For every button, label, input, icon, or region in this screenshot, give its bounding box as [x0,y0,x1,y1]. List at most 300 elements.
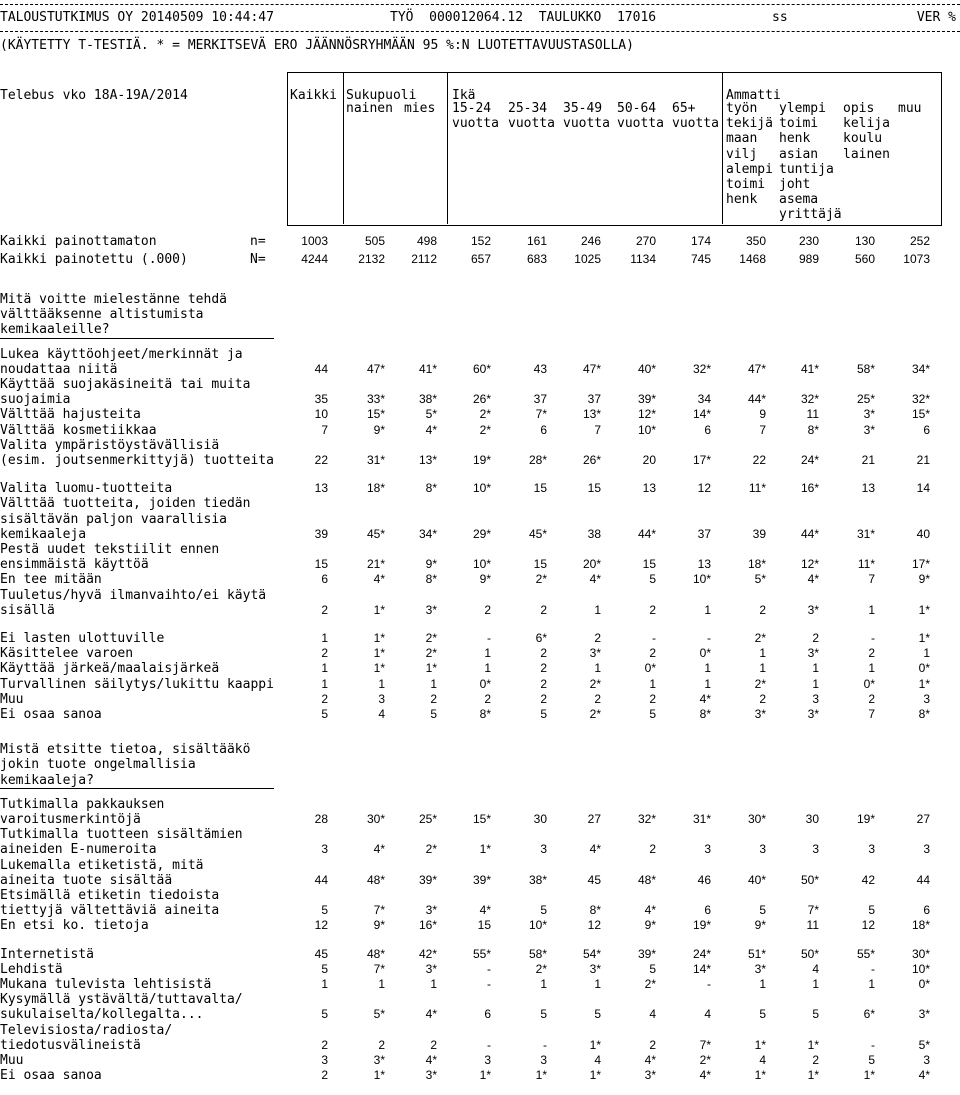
table-cell: 13 [697,557,711,572]
table-cell: 25* [856,392,875,407]
column-header-line: kelija [843,116,890,132]
table-cell: 2* [479,422,491,437]
table-cell: 4 [378,707,385,721]
row-label: Kysymällä ystävältä/tuttavalta/ [0,992,243,1008]
table-cell: 18* [366,481,385,496]
table-cell: 1 [321,977,328,991]
column-header-line: nainen [346,101,393,116]
table-cell: 2* [425,646,437,661]
table-cell: 1 [540,977,547,991]
table-cell: 3 [321,842,328,857]
table-cell: 27 [916,812,930,826]
table-cell: 24* [800,453,819,467]
table-cell: 48* [637,872,656,887]
table-cell: 39* [637,946,656,961]
table-cell: 2 [594,631,601,645]
row-label: Välttää tuotteita, joiden tiedän [0,496,251,512]
table-cell: 41* [418,361,437,376]
table-cell: 1 [868,977,875,991]
table-cell: 1* [754,1037,766,1052]
base-cell: 152 [470,234,491,248]
table-cell: 18* [747,557,766,572]
table-cell: 7* [535,407,547,422]
table-cell: 6 [484,1007,491,1022]
table-cell: 8* [918,707,930,721]
column-header-line: vuotta [672,116,719,132]
report-version: VER % [916,10,956,25]
column-header-line: vuotta [508,116,555,132]
table-cell: 1 [594,602,601,617]
table-cell: 2 [649,691,656,706]
row-label: suojaimia [0,392,71,408]
column-header-line: maan [726,131,758,147]
column-header-line: vilj [726,146,758,162]
table-cell: 4* [373,572,385,587]
table-cell: 2 [321,691,328,706]
table-cell: 51* [747,946,766,961]
table-cell: 3* [863,422,875,437]
table-cell: 5* [373,1007,385,1022]
question-text: Mitä voitte mielestänne tehdä [0,292,227,307]
base-cell: 498 [416,234,437,248]
table-cell: 32* [800,392,819,407]
table-cell: - [487,961,491,976]
table-cell: 14* [692,961,711,976]
table-cell: 4* [699,691,711,706]
table-cell: 47* [582,361,601,376]
table-cell: 3* [754,961,766,976]
table-cell: 2 [868,691,875,706]
row-label: Käyttää suojakäsineitä tai muita [0,377,251,392]
table-cell: 0* [479,676,491,691]
table-cell: 28 [314,812,328,826]
top-rule [0,4,960,5]
table-cell: 4* [425,1007,437,1022]
table-cell: 25* [418,812,437,826]
table-cell: 45 [314,946,328,961]
table-cell: 39* [637,392,656,407]
table-cell: 7* [807,903,819,918]
table-cell: 1* [918,676,930,691]
table-cell: 21* [366,557,385,572]
table-cell: 2* [699,1053,711,1067]
question-text: jokin tuote ongelmallisia [0,757,196,773]
table-cell: 21 [916,453,930,467]
table-cell: 18* [911,918,930,933]
table-cell: 4* [589,842,601,857]
base-cell: 246 [580,234,601,248]
table-cell: 27 [587,812,601,826]
table-cell: 3 [868,842,875,857]
table-cell: 2 [540,661,547,676]
table-cell: 4* [589,572,601,587]
table-cell: 3* [807,707,819,721]
table-cell: 17* [692,453,711,467]
row-label: tiedotusvälineistä [0,1037,141,1053]
table-cell: 47* [366,361,385,376]
table-cell: 4 [649,1007,656,1022]
base-cell: 1003 [301,234,328,248]
base-cell: 350 [745,234,766,248]
table-cell: 9* [754,918,766,933]
table-cell: 15 [642,557,656,572]
table-cell: 1 [594,977,601,991]
column-header-line: mies [404,101,436,116]
table-cell: 19* [856,812,875,826]
table-cell: 28* [528,453,547,467]
table-cell: 39* [418,872,437,887]
column-header-line: toimi [726,177,766,192]
question-text: välttääksenne altistumista [0,307,204,323]
table-cell: 2 [484,602,491,617]
table-cell: - [487,1037,491,1052]
table-cell: 4 [759,1053,766,1067]
table-cell: 55* [472,946,491,961]
column-header-line: vuotta [617,116,664,132]
row-label: Välttää kosmetiikkaa [0,422,157,438]
table-cell: 2* [425,631,437,645]
table-cell: 9* [644,918,656,933]
table-cell: 6 [704,422,711,437]
table-cell: 9* [373,918,385,933]
row-label: Tutkimalla pakkauksen [0,796,165,812]
table-title: Telebus vko 18A-19A/2014 [0,88,188,103]
table-cell: 32* [637,812,656,826]
table-cell: 3 [540,1053,547,1067]
column-header-line: 65+ [672,101,696,116]
table-cell: 3 [378,691,385,706]
table-cell: 48* [366,872,385,887]
base-cell: 1468 [739,252,766,266]
table-cell: 2 [649,1037,656,1052]
table-cell: 5 [759,1007,766,1022]
table-cell: 7* [699,1037,711,1052]
row-label: Pestä uudet tekstiilit ennen [0,542,220,557]
table-cell: 10* [528,918,547,933]
table-cell: 44 [314,361,328,376]
table-cell: 7 [868,707,875,721]
table-cell: 11 [806,918,819,933]
table-cell: 37 [697,526,711,541]
table-cell: 15 [477,918,491,933]
table-cell: 2 [649,602,656,617]
table-cell: 3* [807,646,819,661]
table-cell: 5 [540,903,547,918]
table-cell: 7 [594,422,601,437]
column-header-line: 15-24 [452,101,492,116]
column-header-line: asian [779,146,819,162]
column-header-line: tekijä [726,116,773,132]
table-cell: 3 [540,842,547,857]
header-rule [0,31,960,32]
table-cell: 10* [472,557,491,572]
table-cell: 12 [697,481,711,496]
table-cell: 2* [644,977,656,991]
table-cell: 5 [321,903,328,918]
table-cell: 5 [321,961,328,976]
table-cell: 2* [754,631,766,645]
table-cell: 5 [321,707,328,721]
table-cell: 15 [314,557,328,572]
table-cell: 11* [748,481,766,496]
table-cell: 33* [366,392,385,407]
table-cell: 12* [637,407,656,422]
row-label: ensimmäistä käyttöä [0,557,149,573]
table-cell: 3 [321,1053,328,1067]
table-cell: 31* [856,526,875,541]
table-cell: 7* [373,903,385,918]
table-cell: 2 [321,1068,328,1083]
table-cell: 16* [418,918,437,933]
base-cell: 1025 [574,252,601,266]
table-cell: 4* [644,1053,656,1067]
table-cell: 3* [863,407,875,422]
table-cell: 1 [484,646,491,661]
row-label: Internetistä [0,946,94,962]
table-cell: 37 [533,392,547,407]
table-cell: 0* [863,676,875,691]
table-cell: 4* [699,1068,711,1083]
table-cell: 39 [314,526,328,541]
divider-kaikki [343,72,344,224]
table-cell: 3* [807,602,819,617]
table-cell: 3 [812,691,819,706]
table-cell: 13 [314,481,328,496]
table-cell: 2 [812,631,819,645]
table-cell: - [652,631,656,645]
table-cell: 15* [911,407,930,422]
table-cell: 11* [857,557,875,572]
table-cell: 24* [692,946,711,961]
table-cell: 1* [807,1068,819,1083]
row-label: Valita ympäristöystävällisiä [0,437,220,453]
table-cell: 2 [594,691,601,706]
base-cell: 657 [470,252,491,266]
table-cell: 31* [692,812,711,826]
table-cell: 44 [314,872,328,887]
table-cell: 55* [856,946,875,961]
base-cell: 1134 [630,252,656,266]
table-cell: 2 [868,646,875,661]
table-cell: 5 [649,707,656,721]
table-cell: 5 [649,961,656,976]
base-cell: 560 [854,252,875,266]
table-cell: 4 [594,1053,601,1067]
row-label: Lukemalla etiketistä, mitä [0,857,204,873]
base-cell: 989 [798,252,819,266]
table-cell: 6 [923,422,930,437]
row-label: (esim. joutsenmerkittyjä) tuotteita [0,453,274,468]
table-cell: 60* [472,361,491,376]
table-cell: 32* [911,392,930,407]
report-ss: ss [772,10,788,25]
table-cell: 1* [479,842,491,857]
row-label: Käsittelee varoen [0,646,134,662]
base-cell: 4244 [301,252,328,266]
table-cell: 2 [649,646,656,661]
row-label: Lukea käyttöohjeet/merkinnät ja [0,346,243,362]
table-cell: - [871,1037,875,1052]
table-cell: 8* [699,707,711,721]
column-header-line: muu [898,101,922,116]
table-cell: 5 [812,1007,819,1022]
table-cell: 30* [747,812,766,826]
table-cell: 6 [321,572,328,587]
table-cell: 2 [540,602,547,617]
row-label: Muu [0,1053,24,1068]
table-cell: 4* [807,572,819,587]
column-header-line: ylempi [779,101,826,116]
table-cell: 37 [587,392,601,407]
table-cell: 45* [528,526,547,541]
table-cell: - [707,977,711,991]
base-cell: 2132 [358,252,385,266]
table-cell: 22 [314,453,328,467]
table-cell: 1 [594,661,601,676]
table-cell: 5 [430,707,437,721]
table-cell: 38 [587,526,601,541]
table-cell: 10* [692,572,711,587]
table-cell: 12 [587,918,601,933]
table-cell: 5 [594,1007,601,1022]
table-cell: - [871,961,875,976]
table-cell: 12 [861,918,875,933]
table-cell: 2* [589,707,601,721]
table-cell: 11 [806,407,819,422]
table-cell: 1* [373,631,385,645]
table-cell: 54* [582,946,601,961]
table-cell: 15 [533,481,547,496]
row-label: varoitusmerkintöjä [0,812,141,827]
row-label: Televisiosta/radiosta/ [0,1022,173,1038]
table-cell: - [487,977,491,991]
table-cell: 3 [923,842,930,857]
table-cell: 17* [911,557,930,572]
table-cell: 20 [642,453,656,467]
table-cell: 0* [644,661,656,676]
table-cell: 47* [747,361,766,376]
base-cell: 230 [798,234,819,248]
column-header-line: yrittäjä [779,207,842,223]
table-cell: 14 [916,481,930,496]
table-cell: 7 [868,572,875,587]
table-cell: 2 [430,1037,437,1052]
column-header-line: alempi [726,161,773,177]
table-cell: 14* [692,407,711,422]
table-cell: 1* [425,661,437,676]
report-job: TYÖ 000012064.12 TAULUKKO 17016 [390,10,657,25]
table-cell: 1 [759,977,766,991]
base-row-code: N= [250,252,266,267]
column-header-line: 25-34 [508,101,548,116]
table-cell: 1* [918,631,930,645]
table-cell: 13* [418,453,437,467]
table-cell: 13 [861,481,875,496]
table-cell: 1 [812,977,819,991]
column-header-line: vuotta [563,116,610,132]
table-cell: 42 [861,872,875,887]
table-cell: 35 [314,392,328,407]
table-cell: 38* [418,392,437,407]
table-cell: 58* [856,361,875,376]
table-cell: 2 [812,1053,819,1067]
table-cell: 44* [800,526,819,541]
question-underline [0,788,274,789]
table-cell: 44 [916,872,930,887]
table-cell: 12 [314,918,328,933]
table-cell: 2 [430,691,437,706]
table-cell: 2 [484,691,491,706]
table-cell: 1 [704,661,711,676]
table-cell: 26* [472,392,491,407]
column-header-line: tuntija [779,161,834,177]
row-label: kemikaaleja [0,526,87,542]
column-header-line: henk [726,192,758,208]
table-cell: 2 [321,646,328,661]
table-cell: 4 [704,1007,711,1022]
table-cell: 39 [752,526,766,541]
table-cell: 15* [472,812,491,826]
divider-ika [722,72,723,224]
table-cell: 1 [923,646,930,661]
table-cell: 21 [861,453,875,467]
table-cell: 30 [805,812,819,826]
row-label: sisällä [0,602,55,618]
table-cell: 30 [533,812,547,826]
table-cell: 4* [373,842,385,857]
table-cell: 9* [425,557,437,572]
table-cell: 8* [589,903,601,918]
table-cell: 8* [425,481,437,496]
table-cell: 5 [868,1053,875,1067]
row-label: Muu [0,691,24,707]
table-cell: 2* [479,407,491,422]
table-cell: 3* [425,903,437,918]
table-cell: 3* [589,646,601,661]
table-cell: 58* [528,946,547,961]
table-cell: 3* [644,1068,656,1083]
row-label: Välttää hajusteita [0,407,141,423]
row-label: tiettyjä vältettäviä aineita [0,903,220,919]
table-cell: 3 [923,691,930,706]
row-label: Mukana tulevista lehtisistä [0,977,212,992]
table-cell: 7 [321,422,328,437]
table-cell: 2 [540,691,547,706]
table-cell: 1* [589,1037,601,1052]
table-cell: 10* [472,481,491,496]
table-cell: 38* [528,872,547,887]
table-cell: 5* [918,1037,930,1052]
table-cell: 5 [540,1007,547,1022]
table-cell: 1 [430,676,437,691]
row-label: Etsimällä etiketin tiedoista [0,888,220,903]
table-cell: 48* [366,946,385,961]
table-cell: 4* [918,1068,930,1083]
table-cell: 1* [807,1037,819,1052]
table-cell: 5 [759,903,766,918]
table-cell: 3 [923,1053,930,1067]
table-cell: 9* [479,572,491,587]
table-cell: 5 [321,1007,328,1022]
table-cell: 1 [321,676,328,691]
table-cell: 40* [637,361,656,376]
base-cell: 130 [854,234,875,248]
table-cell: 9* [918,572,930,587]
table-cell: 3 [759,842,766,857]
table-cell: 41* [800,361,819,376]
table-cell: 1 [649,676,656,691]
table-cell: 1* [373,646,385,661]
